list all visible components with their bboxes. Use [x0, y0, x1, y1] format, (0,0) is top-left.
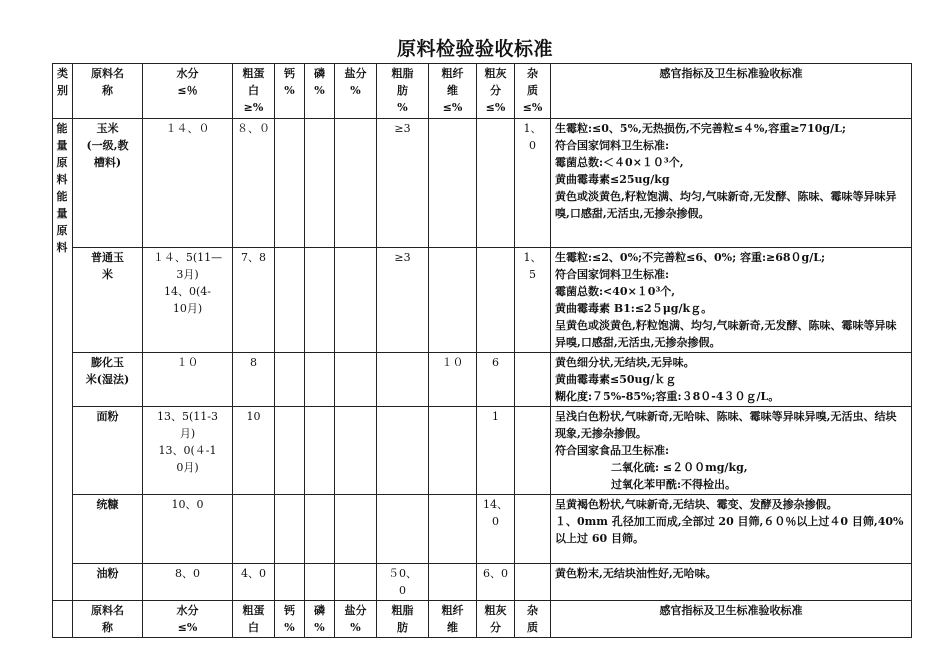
standard-line: 黄曲霉毒素 B1:≤2５μg/kｇ。: [555, 302, 713, 315]
material-name: 膨化玉 米(湿法): [73, 353, 143, 407]
footer-calcium: 钙 %: [275, 601, 305, 638]
standard-line: 糊化度:７5%-85%;容重:３8０-4３０ｇ/L。: [555, 390, 780, 403]
footer-phosphorus: 磷 %: [305, 601, 335, 638]
table-row: [53, 119, 912, 248]
standard-line: 符合国家饲料卫生标准:: [555, 268, 670, 281]
page-title: 原料检验验收标准: [396, 38, 553, 60]
cell-salt: [335, 495, 377, 564]
cell-calcium: [275, 407, 305, 495]
footer-protein: 粗蛋 白: [233, 601, 275, 638]
cell-fiber: [429, 564, 477, 601]
cell-fat: ≥3: [377, 248, 429, 353]
header-fiber: 粗纤 维 ≤%: [429, 64, 477, 119]
cell-protein: 4、0: [233, 564, 275, 601]
cell-water: １４、5(11— 3月) 14、0(4- 10月): [143, 248, 233, 353]
cell-calcium: [275, 495, 305, 564]
cell-protein: 8: [233, 353, 275, 407]
cell-ash: 1: [477, 407, 515, 495]
header-protein: 粗蛋 白 ≥%: [233, 64, 275, 119]
cell-phosphorus: [305, 248, 335, 353]
cell-fat: [377, 407, 429, 495]
cell-impurity: [515, 407, 551, 495]
cell-phosphorus: [305, 564, 335, 601]
cell-fat: [377, 353, 429, 407]
cell-ash: 6: [477, 353, 515, 407]
standard-line: １、0mm 孔径加工而成,全部过 20 目筛,６０％以上过４0 目筛,40%以上过 60 目筛。: [555, 515, 904, 545]
standard-line: 黄色或淡黄色,籽粒饱满、均匀,气味新奇,无发酵、陈味、霉味等异味异嗅,口感甜,无活虫,无掺杂掺假。: [555, 190, 897, 220]
cell-ash: 14、 0: [477, 495, 515, 564]
table-row: [53, 407, 912, 495]
table-header-row: [53, 64, 912, 119]
cell-protein: [233, 495, 275, 564]
sensory-standard: [551, 119, 912, 248]
cell-ash: [477, 119, 515, 248]
standard-line: 符合国家食品卫生标准:: [555, 444, 670, 457]
standard-line: 黄色细分状,无结块,无异味。: [555, 356, 695, 369]
cell-calcium: [275, 119, 305, 248]
header-salt: 盐分 %: [335, 64, 377, 119]
standard-line: 霉菌总数:＜４0×１０³个,: [555, 156, 684, 169]
standard-line: 呈黄褐色粉状,气味新奇,无结块、霉变、发酵及掺杂掺假。: [555, 498, 838, 511]
cell-impurity: 1、 0: [515, 119, 551, 248]
cell-fat: [377, 495, 429, 564]
footer-impurity: 杂 质: [515, 601, 551, 638]
header-ash: 粗灰 分 ≤%: [477, 64, 515, 119]
sensory-standard: [551, 495, 912, 564]
sensory-standard: [551, 564, 912, 601]
standard-line: 呈黄色或淡黄色,籽粒饱满、均匀,气味新奇,无发酵、陈味、霉味等异味异嗅,口感甜,无活虫,无掺杂掺假。: [555, 319, 897, 349]
standard-line: 黄曲霉毒素≤50ug/ｋｇ: [555, 373, 677, 386]
table-row: [53, 564, 912, 601]
standard-line: 霉菌总数:<40×１0³个,: [555, 285, 676, 298]
cell-ash: [477, 248, 515, 353]
cell-water: 10、0: [143, 495, 233, 564]
table-row: [53, 495, 912, 564]
cell-salt: [335, 564, 377, 601]
table-row: [53, 353, 912, 407]
cell-salt: [335, 248, 377, 353]
footer-water: 水分 ≤%: [143, 601, 233, 638]
cell-impurity: 1、 5: [515, 248, 551, 353]
standard-line: 生霉粒:≤2、0%;不完善粒≤6、0%; 容重:≥68０g/L;: [555, 251, 826, 264]
footer-sensory: 感官指标及卫生标准验收标准: [551, 601, 912, 638]
cell-water: 8、0: [143, 564, 233, 601]
cell-phosphorus: [305, 407, 335, 495]
footer-name: 原料名 称: [73, 601, 143, 638]
header-sensory: 感官指标及卫生标准验收标准: [551, 64, 912, 119]
header-phosphorus: 磷 %: [305, 64, 335, 119]
cell-water: 13、5(11-3 月) 13、0(４-1 0月): [143, 407, 233, 495]
footer-ash: 粗灰 分: [477, 601, 515, 638]
standards-table: [52, 63, 912, 638]
cell-fat: ≥3: [377, 119, 429, 248]
footer-fat: 粗脂 肪: [377, 601, 429, 638]
standard-line: 二氧化硫: ≤２００mg/kg,: [611, 461, 748, 474]
header-name: 原料名 称: [73, 64, 143, 119]
cell-impurity: [515, 495, 551, 564]
cell-calcium: [275, 248, 305, 353]
cell-protein: ８、０: [233, 119, 275, 248]
header-category: 类 别: [53, 64, 73, 119]
cell-impurity: [515, 353, 551, 407]
cell-fiber: [429, 248, 477, 353]
table-footer-header-row: [53, 601, 912, 638]
material-name: 面粉: [73, 407, 143, 495]
cell-ash: 6、0: [477, 564, 515, 601]
cell-water: １０: [143, 353, 233, 407]
standard-line: 生霉粒:≤0、5%,无热损伤,不完善粒≤４%,容重≥710g/L;: [555, 122, 846, 135]
cell-salt: [335, 407, 377, 495]
header-fat: 粗脂 肪 %: [377, 64, 429, 119]
header-calcium: 钙 %: [275, 64, 305, 119]
footer-category: [53, 601, 73, 638]
cell-protein: 10: [233, 407, 275, 495]
footer-salt: 盐分 %: [335, 601, 377, 638]
table-row: [53, 248, 912, 353]
cell-calcium: [275, 353, 305, 407]
cell-fiber: １０: [429, 353, 477, 407]
category-cell: 能 量 原 料 能 量 原 料: [53, 119, 73, 601]
standard-line: 呈浅白色粉状,气味新奇,无哈味、陈味、霉味等异味异嗅,无活虫、结块现象,无掺杂掺假。: [555, 410, 897, 440]
cell-salt: [335, 353, 377, 407]
cell-fiber: [429, 119, 477, 248]
cell-calcium: [275, 564, 305, 601]
sensory-standard: [551, 248, 912, 353]
standard-line: 符合国家饲料卫生标准:: [555, 139, 670, 152]
header-water: 水分 ≤％: [143, 64, 233, 119]
material-name: 统糠: [73, 495, 143, 564]
cell-phosphorus: [305, 353, 335, 407]
cell-salt: [335, 119, 377, 248]
cell-fat: ５0、 0: [377, 564, 429, 601]
standard-line: 过氧化苯甲酰:不得检出。: [611, 478, 737, 491]
standard-line: 黄曲霉毒素≤25ug/kg: [555, 173, 670, 186]
material-name: 油粉: [73, 564, 143, 601]
material-name: 玉米 (一级,教 槽料): [73, 119, 143, 248]
sensory-standard: [551, 407, 912, 495]
standard-line: 黄色粉末,无结块油性好,无哈味。: [555, 567, 717, 580]
cell-phosphorus: [305, 495, 335, 564]
cell-fiber: [429, 495, 477, 564]
header-impurity: 杂 质 ≤%: [515, 64, 551, 119]
cell-impurity: [515, 564, 551, 601]
cell-phosphorus: [305, 119, 335, 248]
cell-water: １４、０: [143, 119, 233, 248]
material-name: 普通玉 米: [73, 248, 143, 353]
footer-fiber: 粗纤 维: [429, 601, 477, 638]
cell-fiber: [429, 407, 477, 495]
cell-protein: 7、8: [233, 248, 275, 353]
sensory-standard: [551, 353, 912, 407]
